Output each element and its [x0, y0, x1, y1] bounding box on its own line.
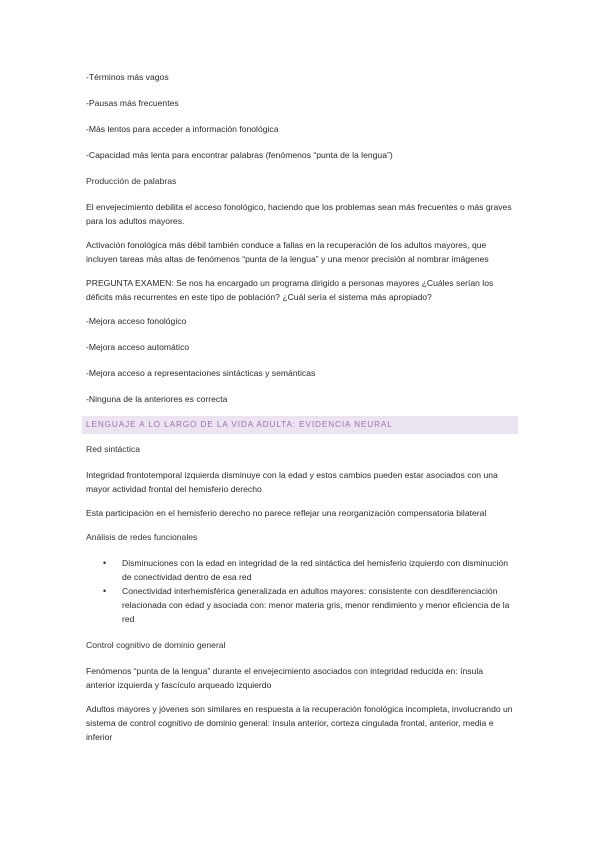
bullet-text: Disminuciones con la edad en integridad de la red sintáctica del hemisferio izquierdo con disminución de conectividad dentro de esa red [122, 558, 508, 582]
exam-option: -Ninguna de la anteriores es correcta [86, 394, 228, 404]
exam-option: -Mejora acceso fonológico [86, 316, 187, 326]
produccion-heading: Producción de palabras [86, 176, 177, 186]
analisis-heading: Análisis de redes funcionales [86, 532, 198, 542]
bullet-text: Conectividad interhemisférica generalizada en adultos mayores: consistente con desdiferenciación relacionada con edad y asociada con: menor materia gris, menor rendimiento y menor eficiencia de la red [122, 586, 510, 624]
red-sintactica-heading: Red sintáctica [86, 444, 140, 454]
list-item: -Capacidad más lenta para encontrar palabras (fenómenos “punta de la lengua”) [86, 150, 393, 160]
red-sintactica-paragraph-1: Integridad frontotemporal izquierda disminuye con la edad y estos cambios pueden estar asociados con una mayor actividad frontal del hemisferio derecho [86, 470, 498, 494]
control-paragraph-2: Adultos mayores y jóvenes son similares en respuesta a la recuperación fonológica incompleta, involucrando un sistema de control cognitivo de dominio general: ínsula anterior, corteza cingulada frontal, anterior, media e inferior [86, 704, 513, 742]
section-heading: LENGUAJE A LO LARGO DE LA VIDA ADULTA: EVIDENCIA NEURAL [82, 416, 518, 434]
exam-option: -Mejora acceso a representaciones sintácticas y semánticas [86, 368, 316, 378]
bullet-dot-icon: • [103, 586, 107, 596]
exam-option: -Mejora acceso automático [86, 342, 190, 352]
exam-question: PREGUNTA EXAMEN: Se nos ha encargado un programa dirigido a personas mayores ¿Cuáles serían los déficits más recurrentes en este tipo de población? ¿Cuál sería el sistema más apropiado? [86, 278, 494, 302]
produccion-paragraph-1: El envejecimiento debilita el acceso fonológico, haciendo que los problemas sean más frecuentes o más graves para los adultos mayores. [86, 202, 512, 226]
bullet-item [86, 556, 514, 584]
control-paragraph-1: Fenómenos “punta de la lengua” durante el envejecimiento asociados con integridad reducida en: ínsula anterior izquierda y fascículo arqueado izquierdo [86, 666, 484, 690]
red-sintactica-paragraph-2: Esta participación en el hemisferio derecho no parece reflejar una reorganización compensatoria bilateral [86, 508, 487, 518]
bullet-dot-icon: • [103, 558, 107, 568]
produccion-paragraph-2: Activación fonológica más débil también conduce a fallas en la recuperación de los adultos mayores, que incluyen tareas más altas de fenómenos “punta de la lengua” y una menor precisión al nombrar imágenes [86, 240, 489, 264]
control-heading: Control cognitivo de dominio general [86, 640, 226, 650]
list-item: -Más lentos para acceder a información fonológica [86, 124, 279, 134]
list-item: -Pausas más frecuentes [86, 98, 179, 108]
analisis-bullet-list [86, 556, 514, 626]
bullet-item [86, 584, 514, 626]
page-content [86, 70, 514, 754]
list-item: -Términos más vagos [86, 72, 169, 82]
